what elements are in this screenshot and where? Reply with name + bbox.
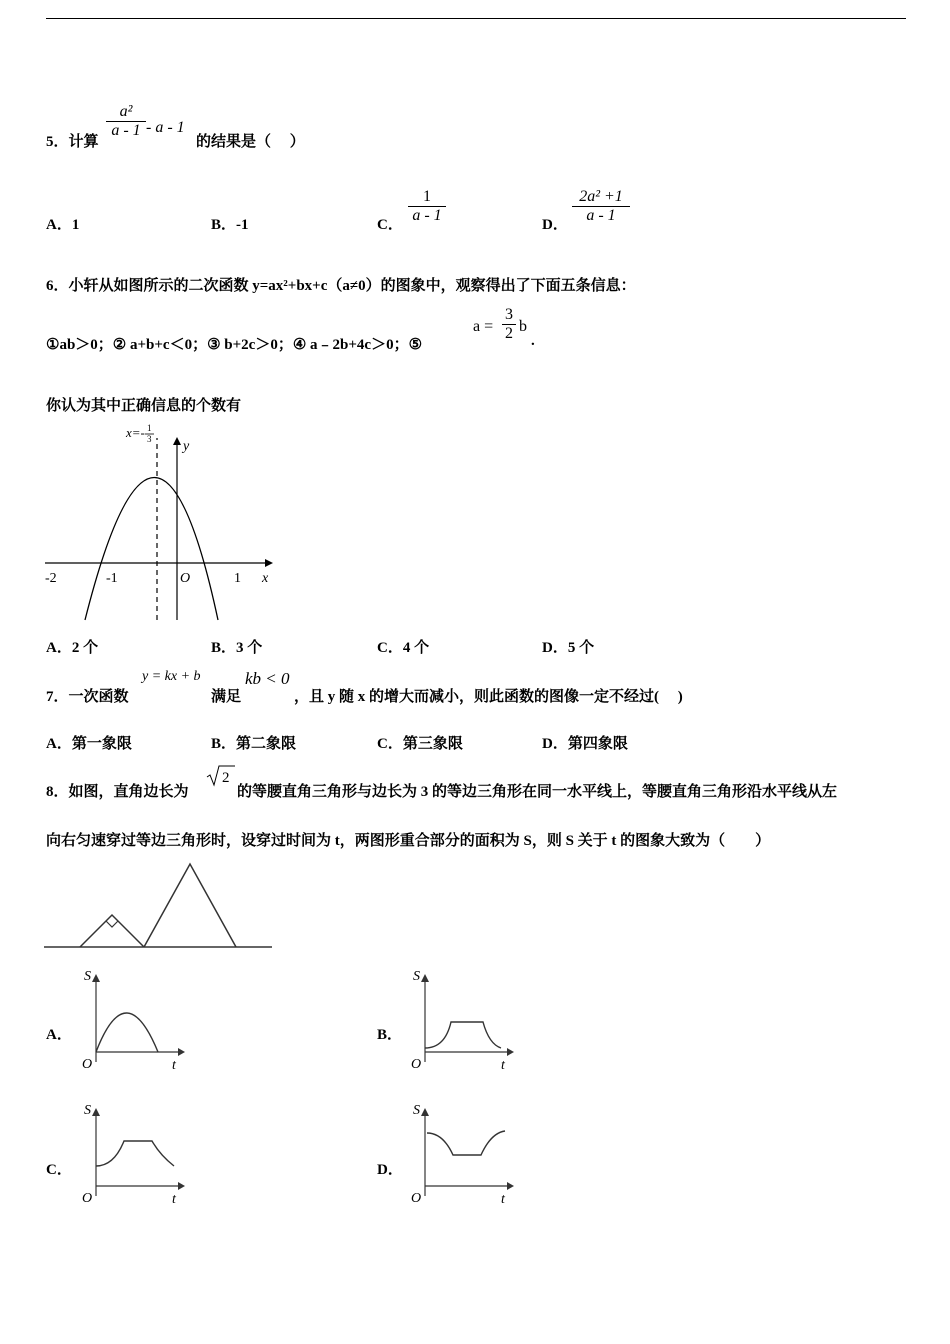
q5-minus-term: - a - 1 [146, 119, 185, 136]
svg-text:S: S [84, 969, 91, 984]
q7-condition: kb < 0 [245, 669, 290, 688]
svg-text:t: t [501, 1058, 505, 1073]
q8-line1: 的等腰直角三角形与边长为 3 的等边三角形在同一水平线上，等腰直角三角形沿水平线从左 [237, 784, 838, 800]
header-rule [46, 18, 906, 19]
axis-line-den: 3 [147, 434, 152, 444]
svg-text:t: t [501, 1192, 505, 1207]
svg-text:S: S [413, 969, 420, 984]
q5-option-a[interactable]: A．1 [46, 217, 80, 233]
y-axis-arrow [173, 437, 181, 445]
q5-option-b[interactable]: B．-1 [211, 217, 249, 233]
curve-b [425, 1022, 501, 1048]
q8-triangles-figure [44, 860, 274, 952]
q5-option-c-fraction: 1 a - 1 [408, 188, 446, 225]
right-angle-mark [106, 921, 118, 927]
q8-option-b[interactable]: B． [377, 1027, 403, 1043]
tick-label-neg2: -2 [45, 571, 57, 586]
q5-suffix: 的结果是（ ） [196, 134, 305, 150]
q6-option-c[interactable]: C．4 个 [377, 640, 430, 656]
q5-option-d[interactable]: D． [542, 217, 568, 233]
q6-question: 你认为其中正确信息的个数有 [46, 398, 242, 414]
svg-text:O: O [411, 1057, 422, 1072]
q8-option-c[interactable]: C． [46, 1162, 72, 1178]
svg-text:O: O [82, 1191, 93, 1206]
q7-option-a[interactable]: A．第一象限 [46, 736, 132, 752]
svg-text:t: t [172, 1192, 176, 1207]
isosceles-right-triangle [80, 915, 144, 947]
axis-line-label: x=- [126, 425, 145, 440]
tick-label-1: 1 [234, 571, 241, 586]
q6-option-a[interactable]: A．2 个 [46, 640, 99, 656]
axis-line-num: 1 [147, 423, 152, 433]
y-label: y [183, 439, 190, 454]
x-label: x [262, 571, 269, 586]
q8-option-a[interactable]: A． [46, 1027, 72, 1043]
q8-option-d[interactable]: D． [377, 1162, 403, 1178]
q7-suffix: ，且 y 随 x 的增大而减小，则此函数的图像一定不经过( ) [294, 689, 683, 705]
q5-prefix: 5．计算 [46, 134, 99, 150]
q6-cond-end: . [531, 333, 535, 349]
q8-graph-c[interactable] [74, 1100, 189, 1208]
q7-option-b[interactable]: B．第二象限 [211, 736, 297, 752]
q6-parabola-graph [40, 420, 280, 625]
q8-sqrt [206, 764, 236, 788]
q6-conditions: ①ab＞0；② a+b+c＜0；③ b+2c＞0；④ a﹣2b+4c＞0；⑤ [46, 337, 423, 353]
q5-fraction: a² a - 1 [106, 103, 146, 140]
q8-line2: 向右匀速穿过等边三角形时，设穿过时间为 t，两图形重合部分的面积为 S，则 S 关于 t 的图象大致为（ ） [46, 833, 771, 849]
svg-text:O: O [411, 1191, 422, 1206]
parabola-curve [85, 478, 218, 621]
q7-prefix: 7．一次函数 [46, 689, 129, 705]
svg-text:t: t [172, 1058, 176, 1073]
svg-text:S: S [413, 1103, 420, 1118]
origin-label: O [180, 571, 191, 586]
x-axis-arrow [265, 559, 273, 567]
svg-text:2: 2 [222, 770, 230, 786]
q8-graph-d[interactable] [403, 1100, 518, 1208]
tick-label-neg1: -1 [106, 571, 118, 586]
q8-graph-b[interactable] [403, 966, 518, 1074]
q6-option-d[interactable]: D．5 个 [542, 640, 595, 656]
curve-d [427, 1131, 505, 1155]
q7-option-d[interactable]: D．第四象限 [542, 736, 628, 752]
curve-c [96, 1141, 174, 1166]
q6-cond5-right: b [519, 318, 527, 335]
equilateral-triangle [144, 864, 236, 947]
q7-function: y = kx + b [142, 669, 201, 684]
q6-cond5-fraction: 3 2 [502, 306, 516, 343]
q7-option-c[interactable]: C．第三象限 [377, 736, 463, 752]
q5-option-d-fraction: 2a² +1 a - 1 [572, 188, 630, 225]
svg-text:S: S [84, 1103, 91, 1118]
q8-prefix: 8．如图，直角边长为 [46, 784, 189, 800]
q6-option-b[interactable]: B．3 个 [211, 640, 263, 656]
svg-text:O: O [82, 1057, 93, 1072]
curve-a [96, 1013, 158, 1052]
q8-graph-a[interactable] [74, 966, 189, 1074]
q6-cond5-left: a = [473, 318, 494, 335]
q6-stem: 6．小轩从如图所示的二次函数 y=ax²+bx+c（a≠0）的图象中，观察得出了下面五条信息： [46, 278, 636, 294]
q7-mid: 满足 [211, 689, 242, 705]
q5-option-c[interactable]: C． [377, 217, 403, 233]
